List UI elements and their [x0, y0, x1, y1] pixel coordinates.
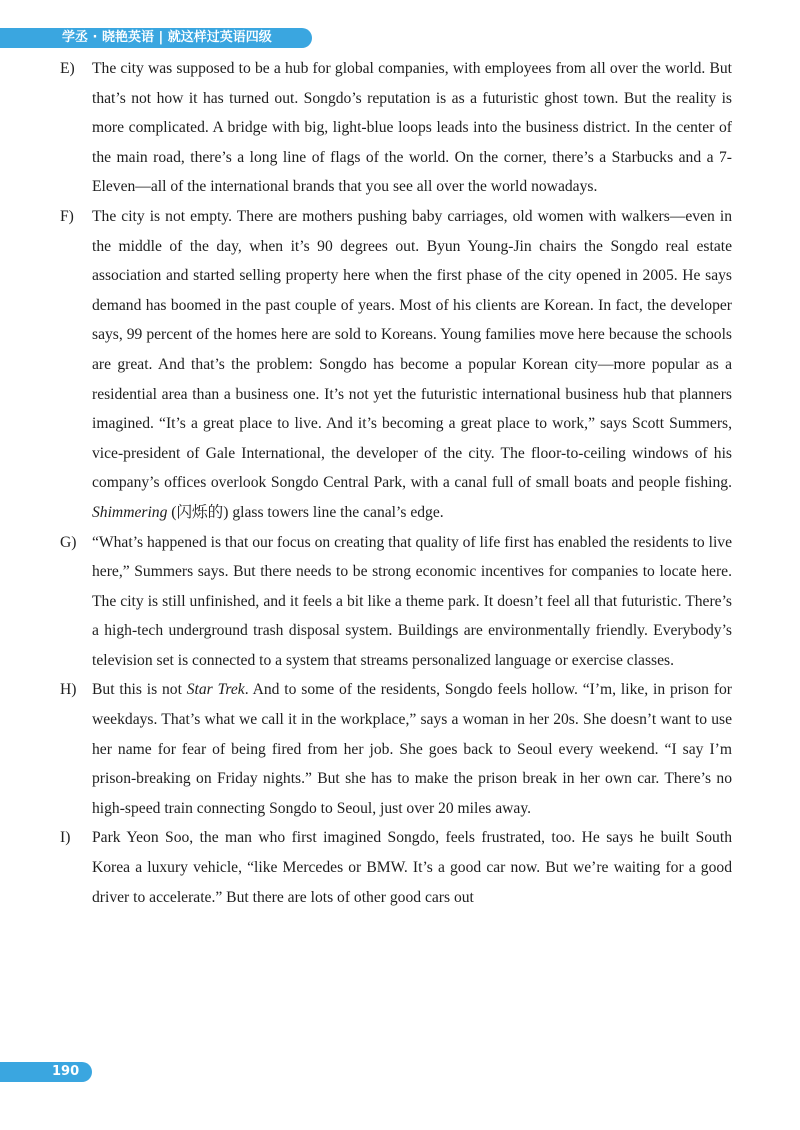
- paragraph-letter: H): [60, 681, 77, 699]
- paragraph-text: . And to some of the residents, Songdo feels hollow. “I’m, like, in prison for weekdays. That’s what we call it in the workplace,” says a woman in her 20s. She doesn’t want to use her name for fear of being fired from her job. She goes back to Seoul every weekend. “I say I’m prison-breaking on Friday nights.” But she has to make the prison break in her own car. There’s no high-speed train connecting Songdo to Seoul, just over 20 miles away.: [92, 681, 732, 817]
- header-banner: [0, 28, 312, 48]
- page-number-tab: [0, 1062, 92, 1082]
- paragraph-e: [60, 54, 732, 202]
- page-number: 190: [52, 1064, 80, 1079]
- paragraph-text: Park Yeon Soo, the man who first imagined Songdo, feels frustrated, too. He says he built South Korea a luxury vehicle, “like Mercedes or BMW. It’s a good car now. But we’re waiting for a good driver to accelerate.” But there are lots of other good cars out: [92, 829, 732, 906]
- header-title: 学丞 · 晓艳英语 | 就这样过英语四级: [62, 30, 272, 45]
- emphasis-text: Star Trek: [186, 681, 245, 699]
- paragraph-letter: E): [60, 60, 75, 77]
- paragraph-letter: G): [60, 533, 77, 551]
- paragraph-i: [60, 823, 732, 912]
- emphasis-text: Shimmering: [92, 503, 168, 521]
- paragraph-f: [60, 202, 732, 528]
- paragraph-text: The city was supposed to be a hub for global companies, with employees from all over the world. But that’s not how it has turned out. Songdo’s reputation is as a futuristic ghost town. But the reality is more complicated. A bridge with big, light-blue loops leads into the business district. In the center of the main road, there’s a long line of flags of the world. On the corner, there’s a Starbucks and a 7-Eleven—all of the international brands that you see all over the world nowadays.: [92, 60, 732, 196]
- article-body: [60, 54, 732, 912]
- paragraph-letter: F): [60, 207, 74, 225]
- paragraph-text: “What’s happened is that our focus on creating that quality of life first has enabled the residents to live here,” Summers says. But there needs to be strong economic incentives for companies to locate here. The city is still unfinished, and it feels a bit like a theme park. It doesn’t feel all that futuristic. There’s a high-tech underground trash disposal system. Buildings are environmentally friendly. Everybody’s television set is connected to a system that streams personalized language or exercise classes.: [92, 533, 733, 669]
- paragraph-text: (闪烁的) glass towers line the canal’s edge.: [167, 503, 444, 521]
- paragraph-g: [60, 528, 732, 676]
- paragraph-letter: I): [60, 829, 71, 847]
- paragraph-h: [60, 675, 732, 823]
- paragraph-text: But this is not: [92, 681, 187, 699]
- paragraph-text: The city is not empty. There are mothers pushing baby carriages, old women with walkers—even in the middle of the day, when it’s 90 degrees out. Byun Young-Jin chairs the Songdo real estate association and started selling property here when the first phase of the city opened in 2005. He says demand has boomed in the past couple of years. Most of his clients are Korean. In fact, the developer says, 99 percent of the homes here are sold to Koreans. Young families move here because the schools are great. And that’s the problem: Songdo has become a popular Korean city—more popular as a residential area than a business one. It’s not yet the futuristic international business hub that planners imagined. “It’s a great place to live. And it’s becoming a great place to work,” says Scott Summers, vice-president of Gale International, the developer of the city. The floor-to-ceiling windows of his company’s offices overlook Songdo Central Park, with a canal full of small boats and people fishing.: [92, 207, 732, 492]
